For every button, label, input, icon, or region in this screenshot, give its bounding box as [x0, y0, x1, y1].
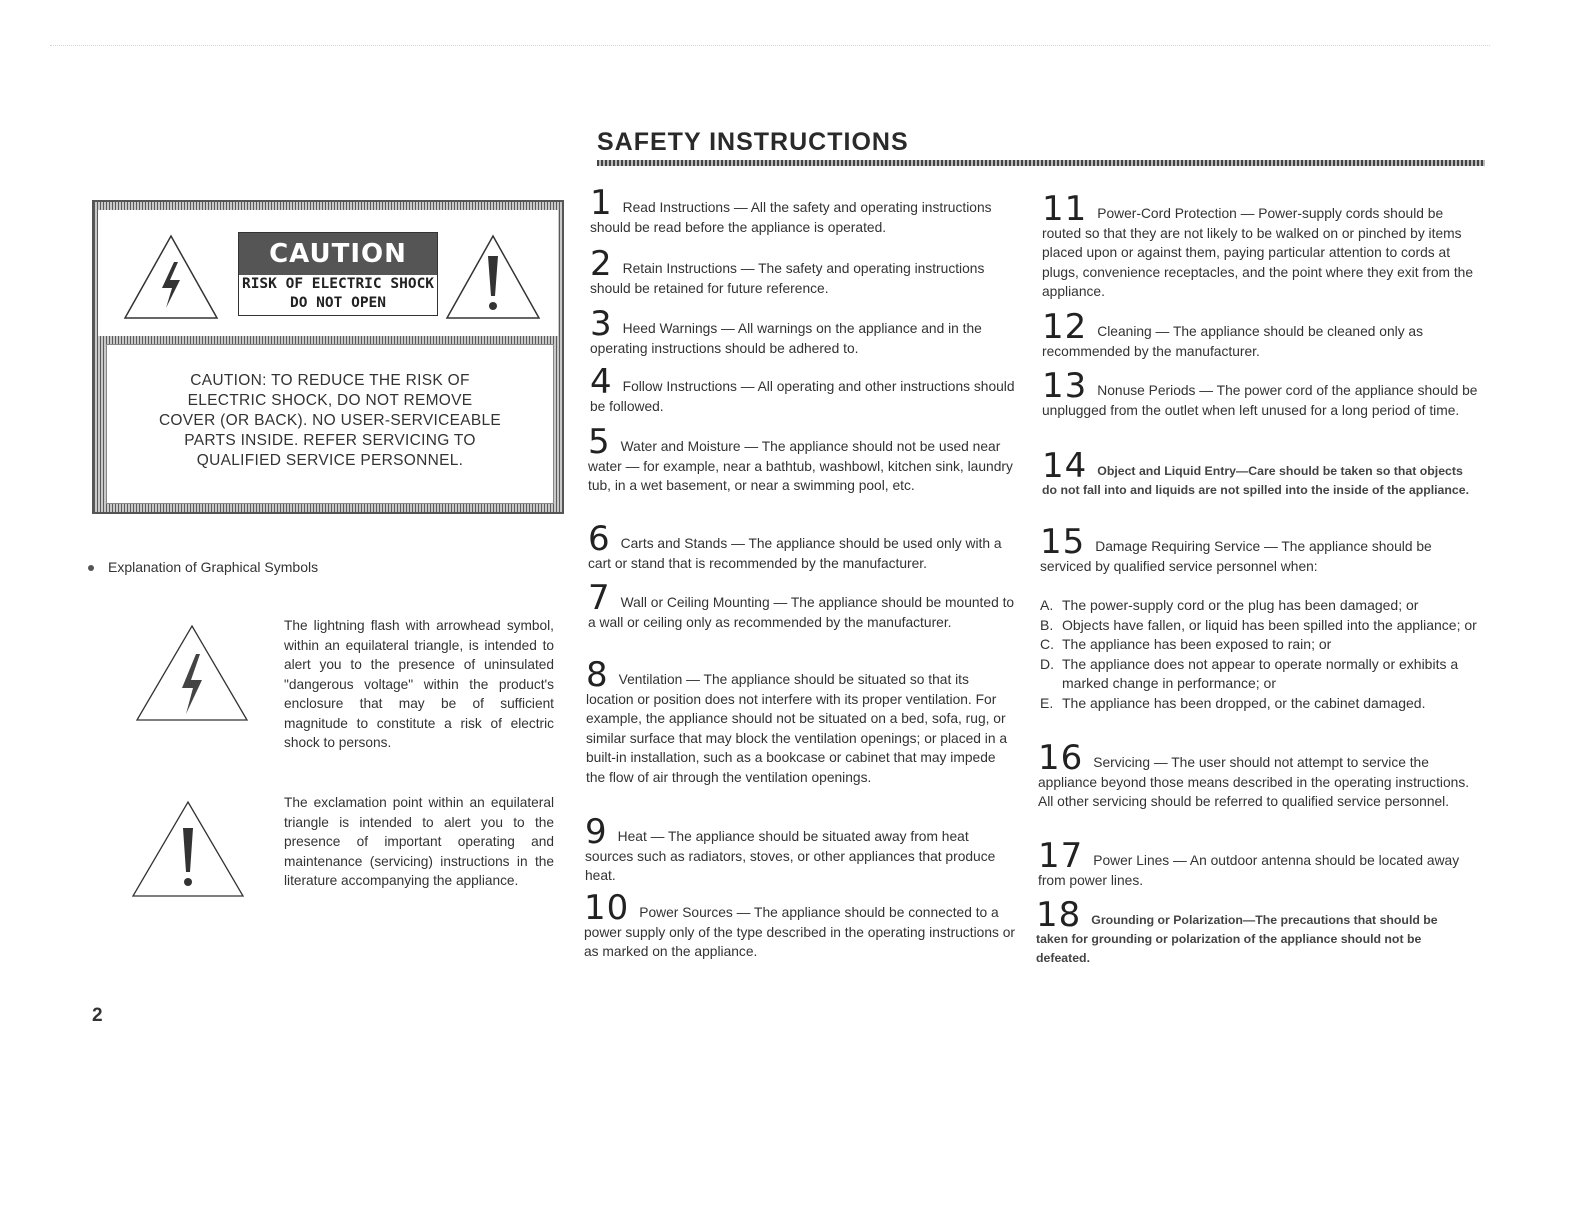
caution-warning-line: QUALIFIED SERVICE PERSONNEL. [196, 452, 464, 469]
list-text: The appliance does not appear to operate normally or exhibits a marked change in performance; or [1062, 655, 1459, 691]
exclamation-triangle-icon [444, 232, 542, 322]
list-text: Objects have fallen, or liquid has been spilled into the appliance; or [1062, 616, 1477, 633]
instruction-item [1042, 189, 1478, 302]
caution-warning-line: CAUTION: TO REDUCE THE RISK OF [190, 372, 470, 389]
list-letter: D. [1040, 655, 1054, 672]
item-text: Damage Requiring Service — The appliance should be serviced by qualified service personnel when: [1040, 539, 1432, 574]
item-text: Object and Liquid Entry—Care should be taken so that objects do not fall into and liquids are not spilled into the inside of the appliance. [1042, 464, 1469, 497]
caution-label [238, 232, 438, 316]
list-item [1040, 596, 1480, 616]
item-text: Ventilation — The appliance should be situated so that its location or position does not interfere with its proper ventilation. For example, the appliance should not be situated on a bed, sofa, rug, or similar surface that may block the ventilation openings; or placed in a built-in installation, such as a bookcase or cabinet that may impede the flow of air through the ventilation openings. [586, 672, 1008, 785]
instruction-item [590, 244, 1022, 298]
item-text: Power Lines — An outdoor antenna should be located away from power lines. [1038, 853, 1460, 888]
item-text: Grounding or Polarization—The precautions that should be taken for grounding or polarization of the appliance should not be defeated. [1036, 913, 1438, 965]
list-letter: A. [1040, 597, 1054, 613]
item-number: 13 [1042, 366, 1088, 406]
item-text: Read Instructions — All the safety and operating instructions should be read before the appliance is operated. [590, 200, 992, 235]
exclamation-explanation: The exclamation point within an equilateral triangle is intended to alert you to the presence of important operating and maintenance (servicing) instructions in the literature accompanying the appliance. [284, 795, 554, 888]
instruction-item [1042, 366, 1478, 420]
item-number: 14 [1042, 446, 1088, 486]
caution-line-1: RISK OF ELECTRIC SHOCK [241, 276, 435, 292]
explanation-heading-text: Explanation of Graphical Symbols [108, 559, 319, 575]
instruction-item [584, 888, 1016, 962]
item-number: 3 [590, 304, 613, 344]
list-letter: E. [1040, 694, 1054, 711]
list-text: The power-supply cord or the plug has been damaged; or [1062, 597, 1419, 613]
bullet-icon [88, 565, 94, 571]
instruction-item [585, 812, 1017, 886]
page-title: SAFETY INSTRUCTIONS [597, 128, 909, 156]
list-letter: B. [1040, 616, 1054, 633]
caution-top-panel [98, 210, 558, 336]
instruction-item [1038, 738, 1474, 812]
instruction-item [590, 304, 1022, 358]
page-number: 2 [92, 1005, 103, 1026]
item-number: 5 [588, 422, 611, 462]
item-number: 16 [1038, 738, 1084, 778]
item-number: 2 [590, 244, 613, 284]
caution-heading: CAUTION [239, 233, 437, 275]
list-item [1040, 616, 1480, 636]
instruction-item [1042, 446, 1478, 500]
item-number: 9 [585, 812, 608, 852]
title-rule [597, 160, 1485, 166]
instruction-item [588, 422, 1020, 496]
item-text: Servicing — The user should not attempt to service the appliance beyond those means described in the operating instructions. All other servicing should be referred to qualified service personnel. [1038, 755, 1470, 809]
item-text: Power-Cord Protection — Power-supply cords should be routed so that they are not likely to be walked on or pinched by items placed upon or against them, paying particular attention to cords at plugs, convenience receptacles, and the point where they exit from the appliance. [1042, 206, 1474, 299]
item-number: 12 [1042, 307, 1088, 347]
item-text: Power Sources — The appliance should be connected to a power supply only of the type described in the operating instructions or as marked on the appliance. [584, 905, 1016, 959]
caution-warning-panel [106, 344, 554, 504]
instruction-item [1036, 895, 1472, 968]
instruction-item [1042, 307, 1478, 361]
top-scan-line [50, 45, 1490, 47]
list-item [1040, 694, 1480, 714]
item-number: 15 [1040, 522, 1086, 562]
list-item [1040, 655, 1480, 694]
instruction-item [588, 519, 1020, 573]
instruction-item [1040, 522, 1476, 576]
damage-conditions-list [1040, 596, 1480, 713]
item-number: 1 [590, 183, 613, 223]
item-number: 4 [590, 362, 613, 402]
item-number: 6 [588, 519, 611, 559]
item-text: Heed Warnings — All warnings on the appliance and in the operating instructions should be adhered to. [590, 321, 982, 356]
instruction-item [588, 578, 1020, 632]
item-text: Carts and Stands — The appliance should be used only with a cart or stand that is recommended by the manufacturer. [588, 536, 1002, 571]
list-text: The appliance has been exposed to rain; or [1062, 636, 1332, 652]
lightning-explanation: The lightning flash with arrowhead symbol, within an equilateral triangle, is intended to alert you to the presence of uninsulated "dangerous voltage" within the product's enclosure that may be of sufficient magnitude to constitute a risk of electric shock to persons. [284, 618, 554, 750]
caution-warning-text [107, 371, 553, 471]
caution-warning-line: PARTS INSIDE. REFER SERVICING TO [184, 432, 476, 449]
item-text: Retain Instructions — The safety and operating instructions should be retained for future reference. [590, 261, 985, 296]
item-text: Heat — The appliance should be situated away from heat sources such as radiators, stoves, or other appliances that produce heat. [585, 829, 996, 883]
instruction-item [590, 183, 1022, 237]
item-number: 8 [586, 655, 609, 695]
list-letter: C. [1040, 636, 1054, 652]
item-text: Nonuse Periods — The power cord of the appliance should be unplugged from the outlet when left unused for a long period of time. [1042, 383, 1478, 418]
caution-warning-line: COVER (OR BACK). NO USER-SERVICEABLE [158, 412, 502, 429]
item-text: Cleaning — The appliance should be cleaned only as recommended by the manufacturer. [1042, 324, 1423, 359]
lightning-triangle-icon [134, 624, 250, 724]
item-number: 7 [588, 578, 611, 618]
caution-line-2: DO NOT OPEN [289, 295, 387, 311]
item-number: 18 [1036, 895, 1082, 935]
list-item [1040, 635, 1480, 655]
item-number: 10 [584, 888, 630, 928]
lightning-triangle-icon [122, 232, 220, 322]
item-text: Water and Moisture — The appliance should not be used near water — for example, near a bathtub, washbowl, kitchen sink, laundry tub, in a wet basement, or near a swimming pool, etc. [588, 439, 1013, 493]
instruction-item [1038, 836, 1474, 890]
item-text: Wall or Ceiling Mounting — The appliance should be mounted to a wall or ceiling only as recommended by the manufacturer. [588, 595, 1015, 630]
explanation-heading [88, 559, 318, 575]
caution-warning-line: ELECTRIC SHOCK, DO NOT REMOVE [187, 392, 473, 409]
exclamation-triangle-icon [130, 800, 246, 900]
instruction-item [586, 655, 1018, 787]
list-text: The appliance has been dropped, or the cabinet damaged. [1062, 694, 1426, 711]
item-number: 17 [1038, 836, 1084, 876]
instruction-item [590, 362, 1022, 416]
item-text: Follow Instructions — All operating and other instructions should be followed. [590, 379, 1015, 414]
item-number: 11 [1042, 189, 1088, 229]
caution-box [92, 200, 564, 514]
